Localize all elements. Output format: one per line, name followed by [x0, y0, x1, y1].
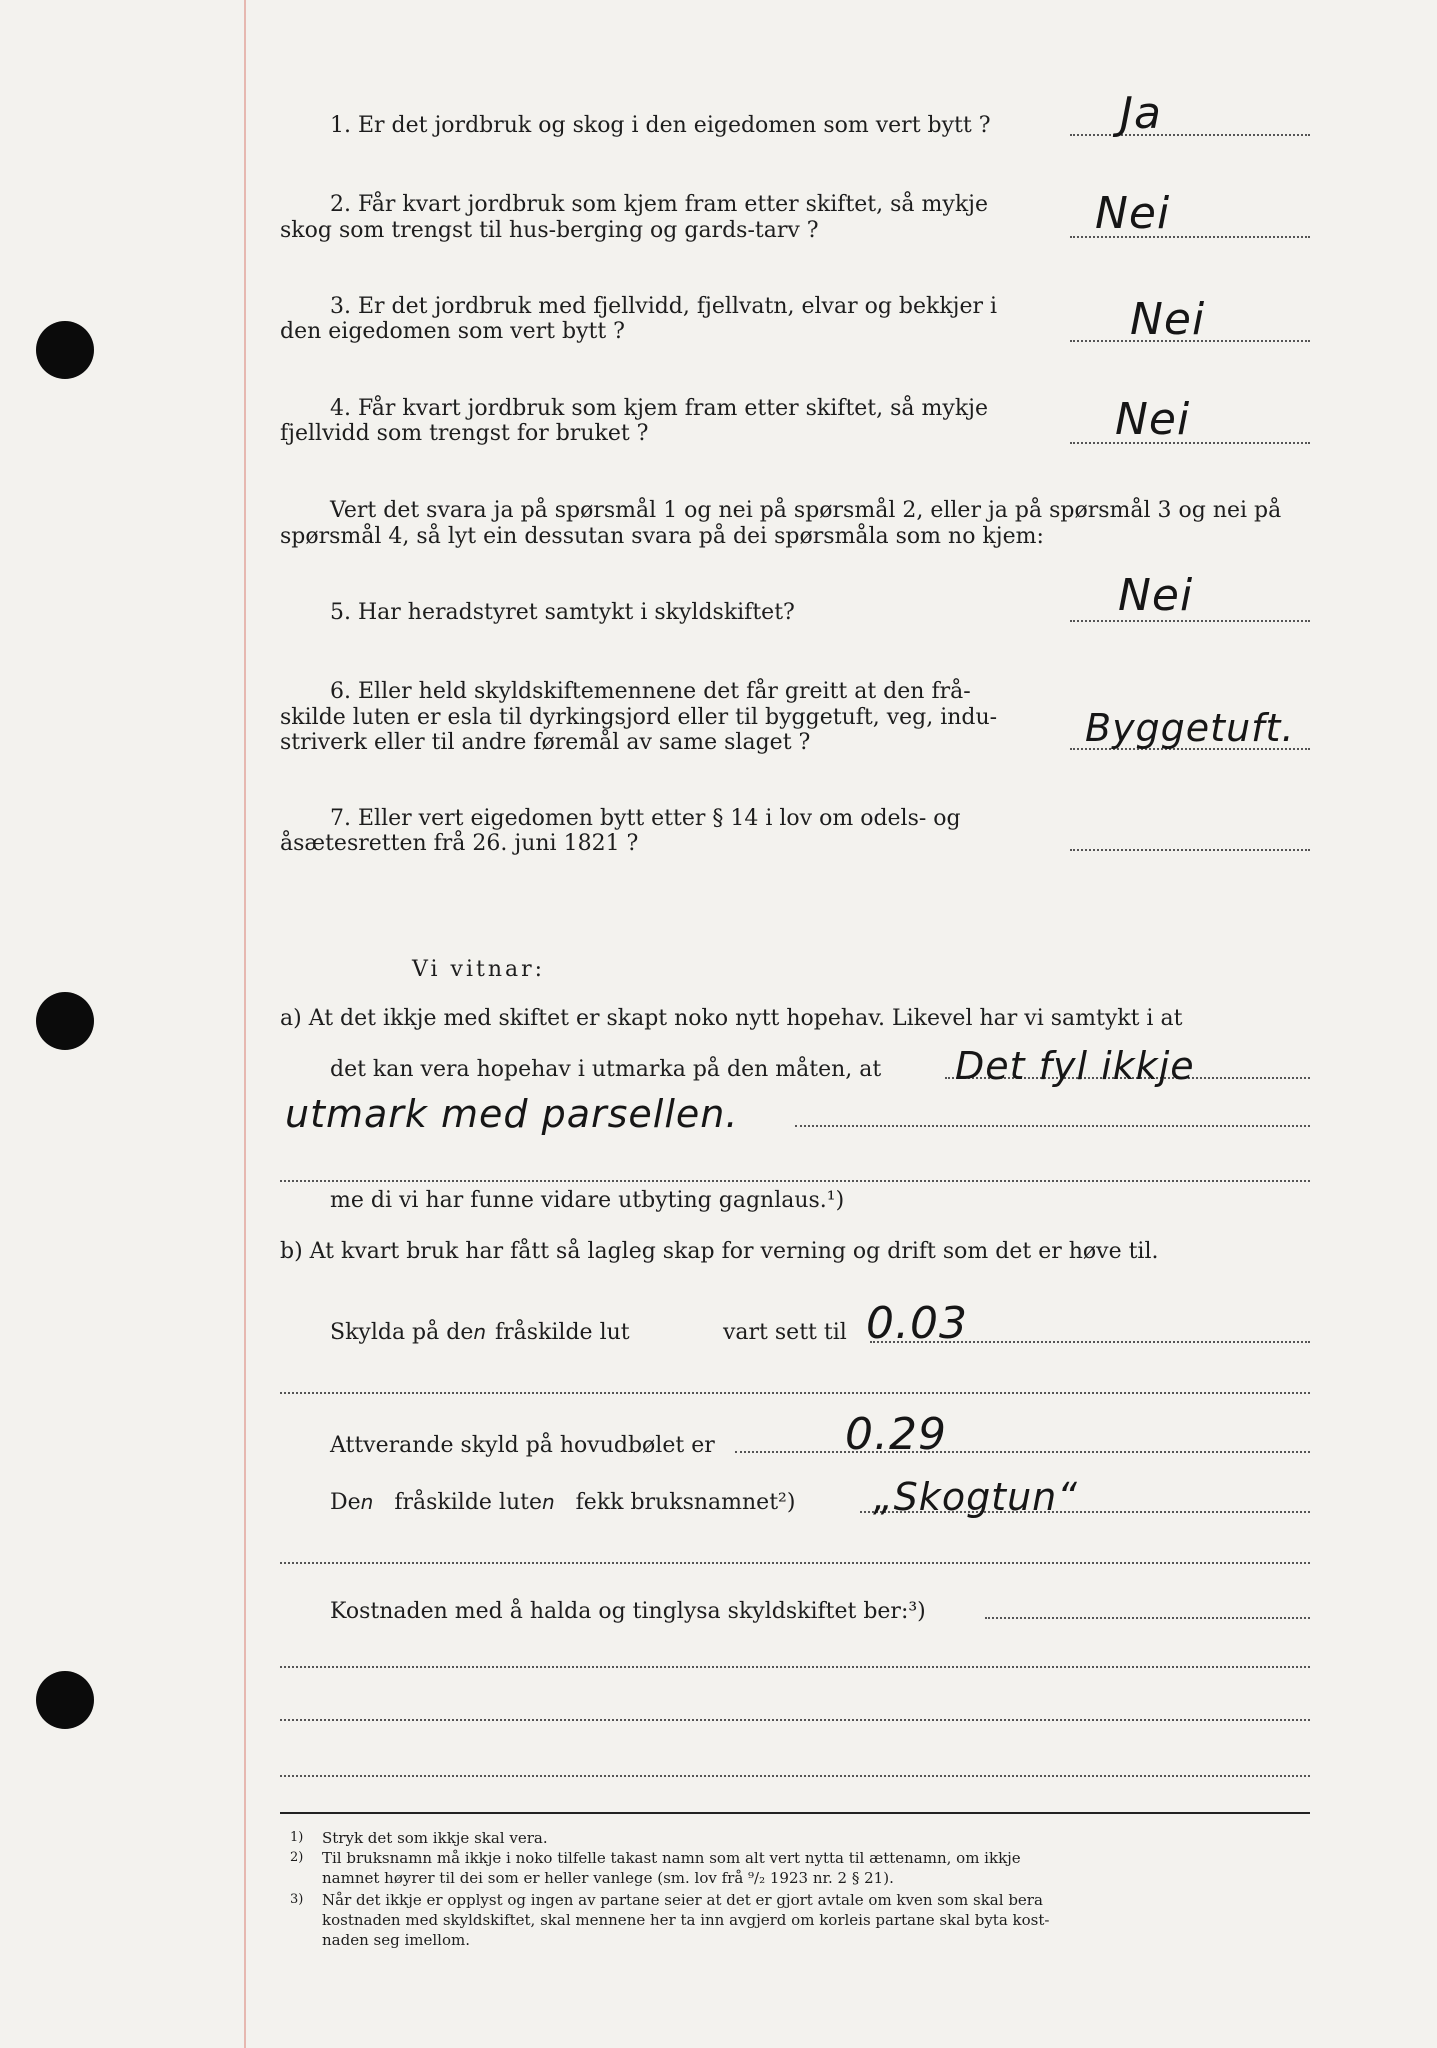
skylda-label-2: fråskilde lut: [495, 1320, 630, 1345]
answer-line: [795, 1125, 1310, 1127]
footnote-3-number: 3): [290, 1892, 304, 1907]
footnote-1: Stryk det som ikkje skal vera.: [322, 1829, 548, 1847]
skylda-value: 0.03: [866, 1298, 968, 1349]
attverande-value: 0.29: [845, 1409, 947, 1460]
question-2-line2: skog som trengst til hus-berging og gards-tarv ?: [280, 218, 819, 243]
question-2-line1: 2. Får kvart jordbruk som kjem fram etter skiftet, så mykje: [330, 192, 988, 217]
footnote-3-line3: naden seg imellom.: [322, 1931, 470, 1949]
footnote-2-line2: namnet høyrer til dei som er heller vanlege (sm. lov frå ⁹/₂ 1923 nr. 2 § 21).: [322, 1869, 894, 1887]
punch-hole: [36, 992, 94, 1050]
answer-line: [1070, 849, 1310, 851]
intro-line2: spørsmål 4, så lyt ein dessutan svara på dei spørsmåla som no kjem:: [280, 524, 1044, 549]
attverande-label: Attverande skyld på hovudbølet er: [330, 1433, 715, 1458]
question-6-line1: 6. Eller held skyldskiftemennene det får greitt at den frå-: [330, 679, 971, 704]
kostnad-label: Kostnaden med å halda og tinglysa skyldskiftet ber:³): [330, 1599, 926, 1624]
answer-line: [985, 1617, 1310, 1619]
witness-a-hand2: utmark med parsellen.: [285, 1092, 739, 1136]
question-4-line2: fjellvidd som trengst for bruket ?: [280, 421, 649, 446]
margin-line: [244, 0, 246, 2048]
skylda-hand-n: n: [473, 1320, 487, 1344]
question-5: 5. Har heradstyret samtykt i skyldskiftet?: [330, 600, 795, 625]
bruksnamn-value: „Skogtun“: [873, 1475, 1078, 1519]
witness-a-line1: a) At det ikkje med skiftet er skapt noko nytt hopehav. Likevel har vi samtykt i at: [280, 1006, 1183, 1031]
question-7-line2: åsætesretten frå 26. juni 1821 ?: [280, 831, 639, 856]
skylda-label-3: vart sett til: [723, 1320, 847, 1345]
answer-line: [280, 1180, 1310, 1182]
question-1: 1. Er det jordbruk og skog i den eigedomen som vert bytt ?: [330, 113, 991, 138]
answer-3: Nei: [1130, 294, 1206, 345]
witness-a-line3: me di vi har funne vidare utbyting gagnlaus.¹): [330, 1188, 845, 1213]
footnote-3-line2: kostnaden med skyldskiftet, skal mennene her ta inn avgjerd om korleis partane skal byta kost-: [322, 1911, 1050, 1929]
answer-4: Nei: [1115, 394, 1191, 445]
question-6-line3: striverk eller til andre føremål av same slaget ?: [280, 730, 811, 755]
answer-5: Nei: [1118, 570, 1194, 621]
question-3-line2: den eigedomen som vert bytt ?: [280, 319, 625, 344]
answer-6: Byggetuft.: [1085, 706, 1295, 750]
answer-line: [280, 1392, 1310, 1394]
footnote-3-line1: Når det ikkje er opplyst og ingen av partane seier at det er gjort avtale om kven som skal bera: [322, 1891, 1043, 1909]
question-7-line1: 7. Eller vert eigedomen bytt etter § 14 i lov om odels- og: [330, 806, 961, 831]
intro-line1: Vert det svara ja på spørsmål 1 og nei på spørsmål 2, eller ja på spørsmål 3 og nei på: [330, 498, 1282, 523]
question-6-line2: skilde luten er esla til dyrkingsjord eller til byggetuft, veg, indu-: [280, 705, 998, 730]
witness-b-line1: b) At kvart bruk har fått så lagleg skap for verning og drift som det er høve til.: [280, 1239, 1159, 1264]
witness-a-line2: det kan vera hopehav i utmarka på den måten, at: [330, 1057, 882, 1082]
footnote-rule: [280, 1812, 1310, 1814]
question-4-line1: 4. Får kvart jordbruk som kjem fram etter skiftet, så mykje: [330, 396, 988, 421]
answer-line: [280, 1719, 1310, 1721]
footnote-2-number: 2): [290, 1850, 304, 1865]
answer-line: [280, 1562, 1310, 1564]
punch-hole: [36, 1671, 94, 1729]
witness-a-hand1: Det fyl ikkje: [955, 1044, 1195, 1088]
answer-line: [1070, 442, 1310, 444]
punch-hole: [36, 321, 94, 379]
answer-1: Ja: [1120, 88, 1162, 139]
skylda-label-1: Skylda på den: [330, 1320, 487, 1345]
answer-line: [280, 1666, 1310, 1668]
answer-line: [735, 1451, 1310, 1453]
footnote-1-number: 1): [290, 1830, 304, 1845]
answer-line: [1070, 134, 1310, 136]
question-3-line1: 3. Er det jordbruk med fjellvidd, fjellvatn, elvar og bekkjer i: [330, 294, 998, 319]
bruksnamn-label: Den fråskilde luten fekk bruksnamnet²): [330, 1490, 796, 1515]
answer-line: [280, 1775, 1310, 1777]
witness-heading: Vi vitnar:: [412, 957, 546, 982]
answer-2: Nei: [1095, 188, 1171, 239]
footnote-2-line1: Til bruksnamn må ikkje i noko tilfelle takast namn som alt vert nytta til ættenamn, om ikkje: [322, 1849, 1021, 1867]
